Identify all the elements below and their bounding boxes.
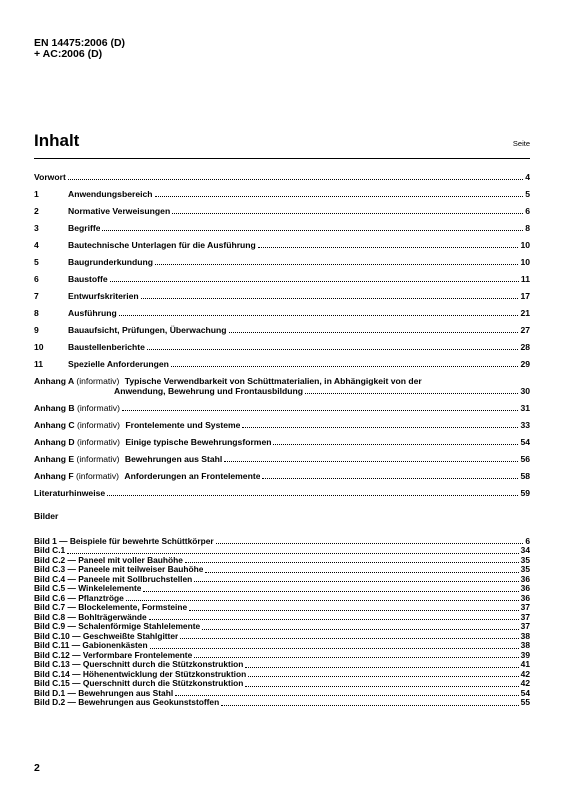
annex-title: Einige typische Bewehrungsformen xyxy=(125,437,272,447)
toc-entry-page: 8 xyxy=(525,223,530,233)
leader-dots xyxy=(126,600,519,601)
annex-type: (informativ) xyxy=(76,437,120,447)
toc-entry-page: 4 xyxy=(525,172,530,182)
figure-entry[interactable] xyxy=(34,651,530,661)
annex-type: (informativ) xyxy=(76,471,119,481)
toc-entry-page: 21 xyxy=(520,308,530,318)
figure-label: Bild C.14 — Höhenentwicklung der Stützkonstruktion xyxy=(34,669,247,679)
annex-label: Anhang E xyxy=(34,454,75,464)
leader-dots xyxy=(143,591,518,592)
leader-dots xyxy=(141,298,519,299)
leader-dots xyxy=(110,281,519,282)
toc-entry-number: 2 xyxy=(34,206,39,216)
toc-entry-number: 1 xyxy=(34,189,39,199)
leader-dots xyxy=(175,695,519,696)
annex-label: Anhang B xyxy=(34,403,75,413)
toc-entry-page: 28 xyxy=(520,342,530,352)
toc-entry-3[interactable] xyxy=(34,216,530,233)
toc-entry-number: 3 xyxy=(34,223,39,233)
toc-entry-label: Entwurfskriterien xyxy=(68,291,139,301)
figure-entry[interactable] xyxy=(34,660,530,670)
toc-entry-annex-e[interactable] xyxy=(34,447,530,464)
toc-entry-label: Literaturhinweise xyxy=(34,488,106,498)
figure-entry[interactable] xyxy=(34,584,530,594)
toc-entry-4[interactable] xyxy=(34,233,530,250)
figure-entry[interactable] xyxy=(34,632,530,642)
toc-entry-page: 6 xyxy=(525,206,530,216)
figure-label: Bild C.15 — Querschnitt durch die Stützkonstruktion xyxy=(34,679,244,688)
figure-label: Bild C.4 — Paneele mit Sollbruchstellen xyxy=(34,574,193,584)
figure-page: 34 xyxy=(520,545,530,555)
leader-dots xyxy=(171,366,519,367)
toc-entry-annex-c[interactable] xyxy=(34,413,530,430)
figure-page: 37 xyxy=(520,602,530,612)
toc-entry-label: Baugrunderkundung xyxy=(68,257,153,267)
figure-page: 36 xyxy=(520,592,530,603)
figure-label: Bild C.10 — Geschweißte Stahlgitter xyxy=(34,631,179,641)
leader-dots xyxy=(258,247,519,248)
leader-dots xyxy=(221,705,518,706)
toc-entry-label: Baustellenberichte xyxy=(68,342,145,352)
figures-title: Bilder xyxy=(34,511,59,521)
toc-entry-number: 5 xyxy=(34,257,39,267)
annex-label: Anhang C xyxy=(34,420,75,430)
leader-dots xyxy=(242,427,518,428)
leader-dots xyxy=(122,410,518,411)
figure-entry[interactable] xyxy=(34,641,530,651)
figure-page: 36 xyxy=(520,573,530,584)
figure-entry[interactable] xyxy=(34,594,530,604)
figure-page: 39 xyxy=(520,649,530,660)
toc-entry-8[interactable] xyxy=(34,301,530,318)
toc-entry-page: 30 xyxy=(520,386,530,396)
leader-dots xyxy=(155,264,518,265)
toc-entry-2[interactable] xyxy=(34,199,530,216)
figure-page: 37 xyxy=(520,611,530,622)
toc-entry-page: 31 xyxy=(520,403,530,413)
toc-entry-page: 58 xyxy=(520,471,530,481)
leader-dots xyxy=(245,686,518,687)
leader-dots xyxy=(149,619,519,620)
toc-entry-label: Bautechnische Unterlagen für die Ausführung xyxy=(68,240,256,250)
leader-dots xyxy=(155,196,524,197)
figure-page: 37 xyxy=(520,621,530,631)
annex-e-text xyxy=(34,454,222,464)
toc-entry-label: Normative Verweisungen xyxy=(68,206,171,216)
toc-entry-5[interactable] xyxy=(34,250,530,267)
heading-divider xyxy=(34,158,530,159)
figure-entry[interactable] xyxy=(34,622,530,632)
toc-entry-label: Anwendungsbereich xyxy=(68,189,153,199)
leader-dots xyxy=(147,349,519,350)
leader-dots xyxy=(119,315,519,316)
annex-type: (informativ) xyxy=(76,376,120,386)
annex-a-line2 xyxy=(34,386,530,396)
figure-entry[interactable] xyxy=(34,698,530,708)
figure-entry[interactable] xyxy=(34,556,530,566)
toc-entry-vorwort[interactable] xyxy=(34,165,530,182)
figure-label: Bild 1 — Beispiele für bewehrte Schüttkörper xyxy=(34,536,214,546)
figure-page: 6 xyxy=(525,535,530,546)
toc-entry-page: 17 xyxy=(520,291,530,301)
table-of-contents xyxy=(34,165,530,498)
toc-entry-9[interactable] xyxy=(34,318,530,335)
leader-dots xyxy=(262,478,518,479)
toc-entry-page: 56 xyxy=(520,454,530,464)
leader-dots xyxy=(245,667,518,668)
annex-type: (informativ) xyxy=(76,403,120,413)
annex-title: Anforderungen an Frontelemente xyxy=(124,471,261,481)
leader-dots xyxy=(194,581,518,582)
toc-entry-page: 33 xyxy=(520,420,530,430)
annex-label: Anhang D xyxy=(34,437,75,447)
leader-dots xyxy=(202,629,519,630)
toc-entry-6[interactable] xyxy=(34,267,530,284)
page-column-label: Seite xyxy=(512,139,530,148)
leader-dots xyxy=(194,657,518,658)
leader-dots xyxy=(150,648,519,649)
figure-page: 38 xyxy=(520,640,530,650)
leader-dots xyxy=(172,213,523,214)
annex-a-line1 xyxy=(34,376,530,386)
annex-d-text xyxy=(34,437,271,447)
figure-label: Bild C.11 — Gabionenkästen xyxy=(34,641,148,650)
leader-dots xyxy=(224,461,518,462)
figure-label: Bild C.8 — Bohlträgerwände xyxy=(34,612,147,622)
toc-entry-page: 10 xyxy=(520,257,530,267)
toc-entry-page: 29 xyxy=(520,359,530,369)
toc-entry-label: Bauaufsicht, Prüfungen, Überwachung xyxy=(68,325,227,335)
annex-label: Anhang F xyxy=(34,471,74,481)
toc-entry-label: Ausführung xyxy=(68,308,117,318)
figure-page: 41 xyxy=(520,659,530,669)
leader-dots xyxy=(189,610,519,611)
annex-title: Typische Verwendbarkeit von Schüttmaterialien, in Abhängigkeit von der xyxy=(124,376,422,386)
figure-page: 55 xyxy=(520,697,530,707)
toc-entry-annex-b[interactable] xyxy=(34,396,530,413)
toc-entry-bibliography[interactable] xyxy=(34,481,530,498)
figure-entry[interactable] xyxy=(34,603,530,613)
figure-entry[interactable] xyxy=(34,679,530,689)
annex-title: Bewehrungen aus Stahl xyxy=(124,454,223,464)
leader-dots xyxy=(229,332,519,333)
toc-entry-7[interactable] xyxy=(34,284,530,301)
toc-entry-number: 9 xyxy=(34,325,39,335)
leader-dots xyxy=(216,543,524,544)
annex-f-text xyxy=(34,471,260,481)
figure-entry[interactable] xyxy=(34,613,530,623)
leader-dots xyxy=(102,230,523,231)
leader-dots xyxy=(68,179,523,180)
figure-entry[interactable] xyxy=(34,565,530,575)
leader-dots xyxy=(305,393,518,394)
leader-dots xyxy=(185,562,519,563)
toc-entry-annex-a[interactable] xyxy=(34,369,530,396)
figure-label: Bild C.13 — Querschnitt durch die Stützkonstruktion xyxy=(34,660,244,669)
toc-entry-number: 11 xyxy=(34,359,44,369)
toc-entry-1[interactable] xyxy=(34,182,530,199)
figure-label: Bild C.1 xyxy=(34,546,66,555)
figure-page: 54 xyxy=(520,687,530,698)
toc-entry-11[interactable] xyxy=(34,352,530,369)
leader-dots xyxy=(67,553,518,554)
document-identifier xyxy=(34,38,125,60)
toc-entry-page: 54 xyxy=(520,437,530,447)
standard-number: EN 14475:2006 (D) xyxy=(34,37,126,49)
toc-entry-page: 5 xyxy=(525,189,530,199)
figure-page: 36 xyxy=(520,583,530,593)
figure-label: Bild C.7 — Blockelemente, Formsteine xyxy=(34,603,188,612)
toc-entry-label: Baustoffe xyxy=(68,274,108,284)
toc-entry-number: 6 xyxy=(34,274,39,284)
annex-title-continued: Anwendung, Bewehrung und Frontausbildung xyxy=(114,386,304,396)
figure-label: Bild C.9 — Schalenförmige Stahlelemente xyxy=(34,622,201,631)
annex-type: (informativ) xyxy=(76,454,120,464)
leader-dots xyxy=(273,444,518,445)
figure-page: 38 xyxy=(520,630,530,641)
page-number: 2 xyxy=(34,762,40,774)
leader-dots xyxy=(107,495,518,496)
figure-label: Bild C.6 — Pflanztröge xyxy=(34,593,124,603)
toc-entry-label: Vorwort xyxy=(34,172,66,182)
figure-label: Bild C.5 — Winkelelemente xyxy=(34,584,142,593)
annex-label: Anhang A xyxy=(34,376,74,386)
toc-entry-page: 27 xyxy=(520,325,530,335)
figure-entry[interactable] xyxy=(34,670,530,680)
toc-entry-label: Begriffe xyxy=(68,223,101,233)
leader-dots xyxy=(180,638,518,639)
toc-entry-number: 7 xyxy=(34,291,39,301)
figure-label: Bild D.2 — Bewehrungen aus Geokunststoffen xyxy=(34,698,220,707)
figure-label: Bild D.1 — Bewehrungen aus Stahl xyxy=(34,688,174,698)
figure-entry[interactable] xyxy=(34,689,530,699)
toc-entry-page: 11 xyxy=(520,274,530,284)
figure-entry[interactable] xyxy=(34,533,530,546)
toc-entry-page: 10 xyxy=(520,240,530,250)
toc-entry-annex-d[interactable] xyxy=(34,430,530,447)
toc-entry-number: 8 xyxy=(34,308,39,318)
toc-entry-label: Spezielle Anforderungen xyxy=(68,359,169,369)
toc-entry-10[interactable] xyxy=(34,335,530,352)
amendment-number: + AC:2006 (D) xyxy=(34,48,103,60)
figure-label: Bild C.3 — Paneele mit teilweiser Bauhöhe xyxy=(34,565,204,574)
figure-entry[interactable] xyxy=(34,546,530,556)
toc-entry-number: 10 xyxy=(34,342,44,352)
figure-label: Bild C.12 — Verformbare Frontelemente xyxy=(34,650,193,660)
figure-page: 42 xyxy=(520,668,530,679)
toc-entry-annex-f[interactable] xyxy=(34,464,530,481)
figure-page: 35 xyxy=(520,564,530,574)
annex-a-text xyxy=(34,376,530,396)
figure-label: Bild C.2 — Paneel mit voller Bauhöhe xyxy=(34,555,183,565)
annex-type: (informativ) xyxy=(76,420,120,430)
toc-entry-number: 4 xyxy=(34,240,39,250)
leader-dots xyxy=(248,676,518,677)
annex-title: Frontelemente und Systeme xyxy=(125,420,241,430)
figure-page: 35 xyxy=(520,554,530,565)
figure-page: 42 xyxy=(520,678,530,688)
figure-entry[interactable] xyxy=(34,575,530,585)
toc-title: Inhalt xyxy=(34,131,80,150)
annex-b-text xyxy=(34,403,120,413)
toc-entry-page: 59 xyxy=(520,488,530,498)
leader-dots xyxy=(205,572,518,573)
annex-c-text xyxy=(34,420,240,430)
list-of-figures xyxy=(34,533,530,708)
